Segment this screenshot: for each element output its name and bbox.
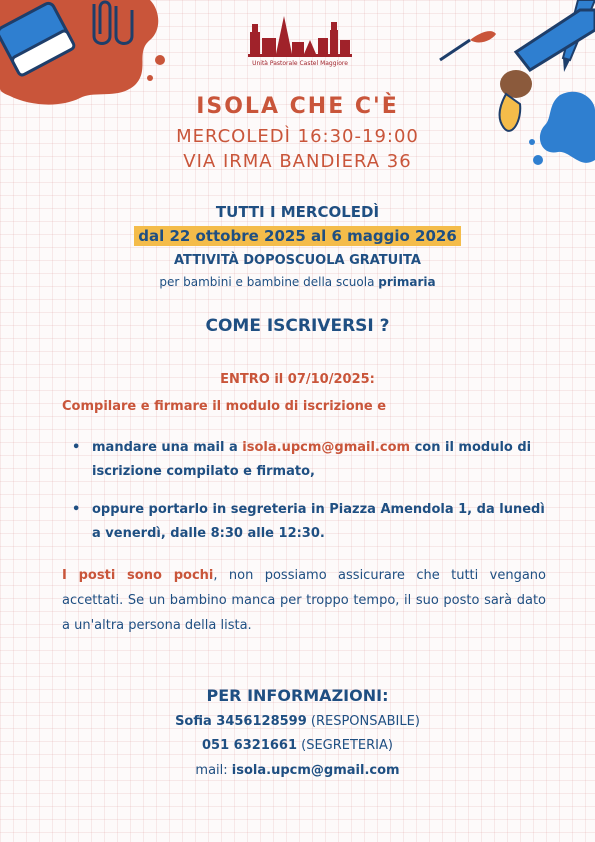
frequency-heading: TUTTI I MERCOLEDÌ bbox=[215, 203, 380, 221]
bullet-dot-icon: • bbox=[72, 440, 81, 455]
deadline-text: ENTRO il 07/10/2025: bbox=[220, 372, 375, 387]
bullet-text-before: mandare una mail a bbox=[92, 440, 243, 455]
schedule-text: MERCOLEDÌ 16:30-19:00 bbox=[176, 126, 419, 147]
fill-instruction bbox=[62, 399, 386, 414]
bullet-text-after: con il modulo di iscrizione compilato e firmato, bbox=[92, 440, 532, 479]
target-prefix: per bambini e bambine della scuola bbox=[159, 275, 379, 289]
email-link[interactable]: isola.upcm@gmail.com bbox=[242, 440, 411, 455]
enroll-heading: COME ISCRIVERSI ? bbox=[205, 316, 390, 336]
notice-emphasis: I posti sono pochi bbox=[62, 568, 214, 583]
target-bold: primaria bbox=[378, 275, 436, 289]
list-item bbox=[72, 436, 548, 484]
notice-paragraph bbox=[62, 563, 546, 638]
bullet-dot-icon: • bbox=[72, 502, 81, 517]
dates-highlight: dal 22 ottobre 2025 al 6 maggio 2026 bbox=[134, 226, 461, 246]
mail-label: mail: bbox=[195, 763, 232, 778]
contact-segreteria bbox=[0, 738, 595, 753]
activity-heading: ATTIVITÀ DOPOSCUOLA GRATUITA bbox=[174, 253, 421, 268]
contact-mail bbox=[0, 763, 595, 778]
brush-icon bbox=[440, 31, 496, 60]
address-text: VIA IRMA BANDIERA 36 bbox=[183, 151, 412, 172]
contact2-role: (SEGRETERIA) bbox=[297, 738, 393, 753]
contact-responsabile bbox=[0, 714, 595, 729]
target-audience bbox=[0, 275, 595, 289]
list-item bbox=[72, 498, 548, 546]
contact1-name[interactable]: Sofia 3456128599 bbox=[175, 714, 307, 729]
fill-suffix: e bbox=[372, 399, 387, 414]
contact1-role: (RESPONSABILE) bbox=[306, 714, 420, 729]
dates-highlight-wrapper bbox=[0, 226, 595, 246]
page-title: ISOLA CHE C'È bbox=[196, 94, 399, 119]
contact2-number[interactable]: 051 6321661 bbox=[202, 738, 297, 753]
bullet-text: oppure portarlo in segreteria in Piazza Amendola 1, da lunedì a venerdì, dalle 8:30 alle 12:30. bbox=[92, 502, 545, 541]
fill-text: Compilare e firmare il modulo di iscrizione bbox=[62, 399, 373, 414]
info-heading: PER INFORMAZIONI: bbox=[206, 686, 389, 705]
logo-caption: Unità Pastorale Castel Maggiore bbox=[252, 60, 348, 67]
mail-link[interactable]: isola.upcm@gmail.com bbox=[231, 763, 400, 778]
paintbrush-illustration bbox=[420, 0, 595, 175]
notice-text: , non possiamo assicurare che tutti vengano accettati. Se un bambino manca per troppo tempo, il suo posto sarà dato a un'altra persona della lista. bbox=[62, 568, 546, 633]
